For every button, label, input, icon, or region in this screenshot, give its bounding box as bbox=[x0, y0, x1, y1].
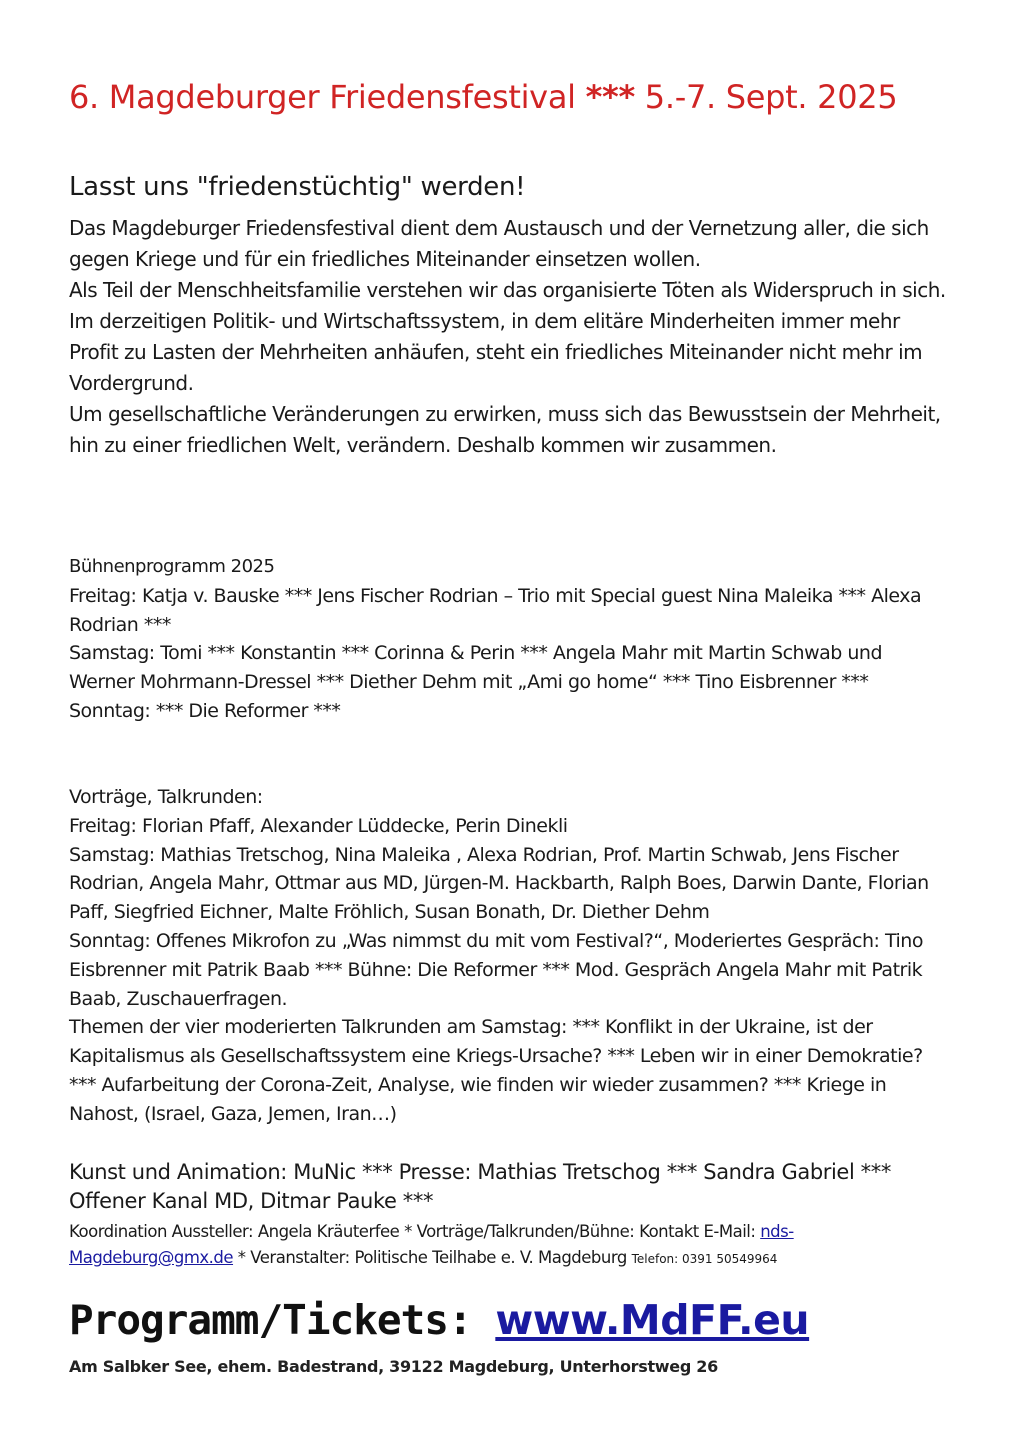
talks-section bbox=[69, 783, 949, 1129]
intro-section bbox=[69, 213, 949, 461]
title-stars: *** bbox=[585, 78, 635, 116]
talks-topics: Themen der vier moderierten Talkrunden am Samstag: *** Konflikt in der Ukraine, ist der Kapitalismus als Gesellschaftssystem eine Kriegs-Ursache? *** Leben wir in einer Demokratie? *** Aufarbeitung der Corona-Zeit, Analyse, wie finden wir wieder zusammen? *** Kriege in Nahost, (Israel, Gaza, Jemen, Iran…) bbox=[69, 1016, 923, 1125]
art-press-credits: Kunst und Animation: MuNic *** Presse: Mathias Tretschog *** Sandra Gabriel *** Offener Kanal MD, Ditmar Pauke *** bbox=[69, 1160, 891, 1213]
title-main: 6. Magdeburger Friedensfestival bbox=[69, 78, 576, 116]
stage-friday: Freitag: Katja v. Bauske *** Jens Fischer Rodrian – Trio mit Special guest Nina Maleika *** Alexa Rodrian *** bbox=[69, 584, 922, 636]
coordination-info bbox=[69, 1219, 949, 1272]
talks-heading: Vorträge, Talkrunden: bbox=[69, 786, 263, 808]
talks-saturday: Samstag: Mathias Tretschog, Nina Maleika , Alexa Rodrian, Prof. Martin Schwab, Jens Fischer Rodrian, Angela Mahr, Ottmar aus MD, Jürgen-M. Hackbarth, Ralph Boes, Darwin Dante, Florian Paff, Siegfried Eichner, Malte Fröhlich, Susan Bonath, Dr. Diether Dehm bbox=[69, 843, 929, 924]
stage-program-section bbox=[69, 553, 949, 726]
venue-address: Am Salbker See, ehem. Badestrand, 39122 Magdeburg, Unterhorstweg 26 bbox=[69, 1357, 718, 1376]
talks-friday: Freitag: Florian Pfaff, Alexander Lüddecke, Perin Dinekli bbox=[69, 814, 568, 837]
title-date: 5.-7. Sept. 2025 bbox=[644, 78, 898, 116]
tickets-label: Programm/Tickets: bbox=[69, 1296, 472, 1344]
phone-number: Telefon: 0391 50549964 bbox=[631, 1252, 778, 1266]
contact-email-link[interactable]: nds-Magdeburg@gmx.de bbox=[69, 1222, 794, 1267]
talks-sunday: Sonntag: Offenes Mikrofon zu „Was nimmst du mit vom Festival?“, Moderiertes Gespräch: Tino Eisbrenner mit Patrik Baab *** Bühne: Die Reformer *** Mod. Gespräch Angela Mahr mit Patrik Baab, Zuschauerfragen. bbox=[69, 929, 923, 1010]
festival-title bbox=[69, 78, 897, 116]
organizer-text: * Veranstalter: Politische Teilhabe e. V. Magdeburg bbox=[237, 1248, 627, 1267]
slogan-heading: Lasst uns "friedenstüchtig" werden! bbox=[69, 172, 526, 202]
intro-paragraph: Das Magdeburger Friedensfestival dient dem Austausch und der Vernetzung aller, die sich gegen Kriege und für ein friedliches Miteinander einsetzen wollen. bbox=[69, 216, 929, 271]
stage-sunday: Sonntag: *** Die Reformer *** bbox=[69, 699, 341, 722]
intro-paragraph: Im derzeitigen Politik- und Wirtschaftssystem, in dem elitäre Minderheiten immer mehr Profit zu Lasten der Mehrheiten anhäufen, steht ein friedliches Miteinander nicht mehr im Vordergrund. bbox=[69, 309, 923, 395]
coordination-text: Koordination Aussteller: Angela Kräuterfee * Vorträge/Talkrunden/Bühne: Kontakt E-Mail: bbox=[69, 1222, 756, 1241]
tickets-cta bbox=[69, 1296, 809, 1344]
website-link[interactable]: www.MdFF.eu bbox=[495, 1296, 810, 1344]
stage-program-heading: Bühnenprogramm 2025 bbox=[69, 556, 275, 577]
intro-paragraph: Als Teil der Menschheitsfamilie verstehen wir das organisierte Töten als Widerspruch in sich. bbox=[69, 278, 946, 302]
intro-paragraph: Um gesellschaftliche Veränderungen zu erwirken, muss sich das Bewusstsein der Mehrheit, hin zu einer friedlichen Welt, verändern. Deshalb kommen wir zusammen. bbox=[69, 402, 941, 457]
stage-saturday: Samstag: Tomi *** Konstantin *** Corinna & Perin *** Angela Mahr mit Martin Schwab und Werner Mohrmann-Dressel *** Diether Dehm mit „Ami go home“ *** Tino Eisbrenner *** bbox=[69, 642, 883, 694]
